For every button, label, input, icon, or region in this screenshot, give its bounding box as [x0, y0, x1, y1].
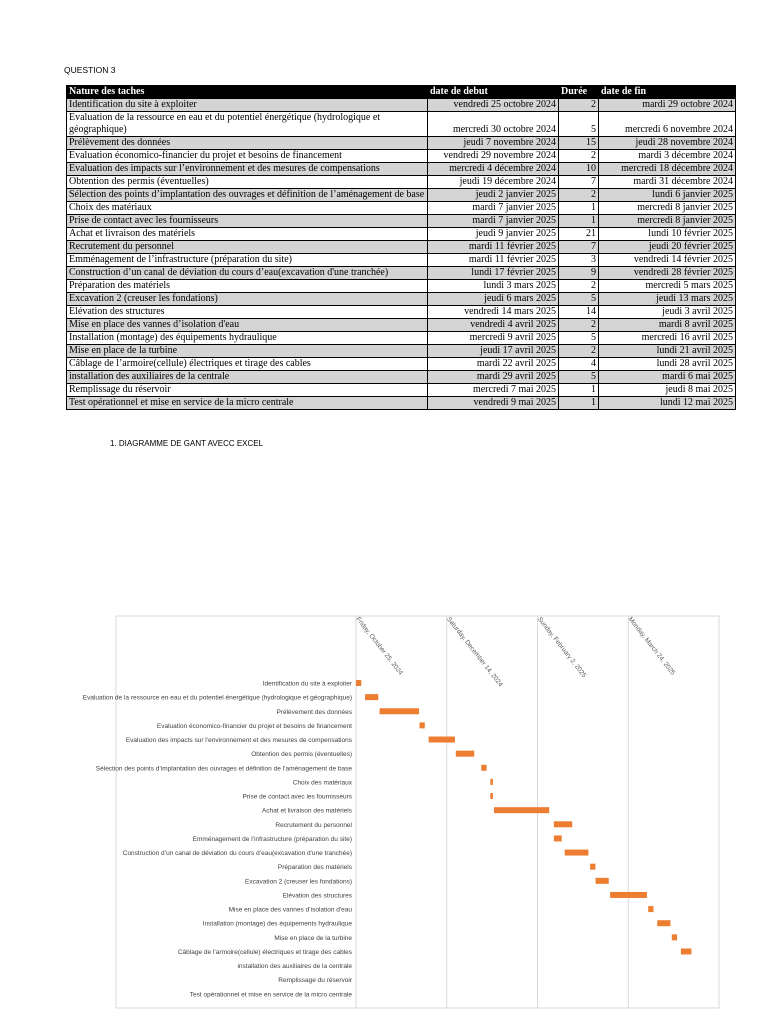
cell-task: Test opérationnel et mise en service de la micro centrale	[67, 397, 428, 410]
cell-duration: 4	[559, 358, 599, 371]
cell-start: vendredi 4 avril 2025	[428, 319, 559, 332]
cell-end: mercredi 16 avril 2025	[599, 332, 736, 345]
chart-x-tick-label: Friday, October 25, 2024	[354, 615, 404, 677]
cell-start: jeudi 7 novembre 2024	[428, 137, 559, 150]
chart-bar	[420, 722, 425, 728]
cell-end: jeudi 3 avril 2025	[599, 306, 736, 319]
chart-category-label: Construction d’un canal de déviation du cours d’eau(excavation d'une tranchée)	[122, 850, 352, 858]
cell-start: lundi 17 février 2025	[428, 267, 559, 280]
cell-task: Evaluation de la ressource en eau et du potentiel énergétique (hydrologique et géographique)	[67, 112, 428, 137]
cell-end: jeudi 28 novembre 2024	[599, 137, 736, 150]
cell-start: jeudi 6 mars 2025	[428, 293, 559, 306]
cell-end: lundi 28 avril 2025	[599, 358, 736, 371]
chart-category-label: Recrutement du personnel	[275, 821, 352, 829]
cell-task: Construction d’un canal de déviation du cours d’eau(excavation d'une tranchée)	[67, 267, 428, 280]
cell-end: mercredi 8 janvier 2025	[599, 202, 736, 215]
header-start: date de debut	[428, 86, 559, 99]
chart-bar	[356, 680, 361, 686]
cell-task: Obtention des permis (éventuelles)	[67, 176, 428, 189]
cell-end: jeudi 13 mars 2025	[599, 293, 736, 306]
chart-bar	[648, 906, 653, 912]
chart-category-label: Préparation des matériels	[277, 864, 352, 872]
cell-task: Sélection des points d’implantation des ouvrages et définition de l’aménagement de base	[67, 189, 428, 202]
cell-task: Recrutement du personnel	[67, 241, 428, 254]
chart-bar	[380, 708, 419, 714]
cell-start: jeudi 2 janvier 2025	[428, 189, 559, 202]
cell-duration: 9	[559, 267, 599, 280]
chart-x-tick-label: Monday, March 24, 2025	[626, 615, 677, 677]
chart-bar	[565, 850, 589, 856]
cell-end: lundi 21 avril 2025	[599, 345, 736, 358]
cell-task: Evaluation économico-financier du projet et besoins de financement	[67, 150, 428, 163]
chart-category-label: Evaluation des impacts sur l’environnement et des mesures de compensations	[125, 737, 352, 745]
gantt-note: 1. DIAGRAMME DE GANT AVECC EXCEL	[110, 439, 264, 448]
cell-task: installation des auxiliaires de la centrale	[67, 371, 428, 384]
cell-duration: 15	[559, 137, 599, 150]
cell-task: Choix des matériaux	[67, 202, 428, 215]
cell-end: mardi 6 mai 2025	[599, 371, 736, 384]
cell-task: Prise de contact avec les fournisseurs	[67, 215, 428, 228]
chart-category-label: Excavation 2 (creuser les fondations)	[245, 878, 352, 886]
chart-category-label: Mise en place de la turbine	[274, 934, 352, 942]
chart-bar	[610, 892, 647, 898]
chart-bar	[596, 878, 609, 884]
cell-duration: 2	[559, 280, 599, 293]
cell-end: mercredi 18 décembre 2024	[599, 163, 736, 176]
cell-duration: 2	[559, 189, 599, 202]
cell-start: mardi 7 janvier 2025	[428, 215, 559, 228]
cell-duration: 7	[559, 241, 599, 254]
cell-end: mardi 29 octobre 2024	[599, 99, 736, 112]
chart-category-label: Mise en place des vannes d’isolation d'eau	[228, 906, 352, 914]
cell-start: mercredi 4 décembre 2024	[428, 163, 559, 176]
cell-end: mardi 31 décembre 2024	[599, 176, 736, 189]
cell-duration: 3	[559, 254, 599, 267]
cell-start: vendredi 9 mai 2025	[428, 397, 559, 410]
cell-task: Mise en place des vannes d’isolation d'eau	[67, 319, 428, 332]
cell-task: Emménagement de l’infrastructure (préparation du site)	[67, 254, 428, 267]
cell-start: vendredi 14 mars 2025	[428, 306, 559, 319]
cell-task: Remplissage du réservoir	[67, 384, 428, 397]
chart-x-tick-label: Saturday, December 14, 2024	[445, 615, 504, 689]
chart-category-label: Installation (montage) des équipements hydraulique	[202, 920, 352, 928]
cell-duration: 2	[559, 345, 599, 358]
cell-task: Mise en place de la turbine	[67, 345, 428, 358]
chart-category-label: Evaluation économico-financier du projet et besoins de financement	[156, 722, 352, 730]
chart-category-label: Câblage de l’armoire(cellule) électriques et tirage des cables	[177, 948, 352, 956]
chart-bar	[490, 779, 493, 785]
cell-end: jeudi 8 mai 2025	[599, 384, 736, 397]
cell-start: mercredi 9 avril 2025	[428, 332, 559, 345]
cell-end: vendredi 28 février 2025	[599, 267, 736, 280]
cell-start: mardi 22 avril 2025	[428, 358, 559, 371]
cell-start: mercredi 7 mai 2025	[428, 384, 559, 397]
cell-start: jeudi 17 avril 2025	[428, 345, 559, 358]
chart-category-label: installation des auxiliaires de la centrale	[237, 963, 352, 971]
cell-end: mercredi 5 mars 2025	[599, 280, 736, 293]
chart-category-label: Achat et livraison des matériels	[262, 807, 352, 815]
cell-start: vendredi 29 novembre 2024	[428, 150, 559, 163]
chart-bar	[657, 920, 670, 926]
cell-start: mardi 11 février 2025	[428, 254, 559, 267]
cell-duration: 5	[559, 112, 599, 137]
question-title: QUESTION 3	[64, 65, 116, 75]
cell-end: mercredi 6 novembre 2024	[599, 112, 736, 137]
cell-start: jeudi 9 janvier 2025	[428, 228, 559, 241]
cell-duration: 7	[559, 176, 599, 189]
cell-end: vendredi 14 février 2025	[599, 254, 736, 267]
chart-bars	[356, 680, 691, 954]
cell-duration: 21	[559, 228, 599, 241]
cell-task: Préparation des matériels	[67, 280, 428, 293]
cell-duration: 1	[559, 397, 599, 410]
cell-task: Elévation des structures	[67, 306, 428, 319]
cell-duration: 1	[559, 384, 599, 397]
chart-bar	[365, 694, 378, 700]
cell-duration: 2	[559, 319, 599, 332]
cell-start: mardi 11 février 2025	[428, 241, 559, 254]
cell-end: mardi 3 décembre 2024	[599, 150, 736, 163]
cell-task: Excavation 2 (creuser les fondations)	[67, 293, 428, 306]
cell-end: jeudi 20 février 2025	[599, 241, 736, 254]
chart-bar	[490, 793, 493, 799]
cell-task: Evaluation des impacts sur l’environnement et des mesures de compensations	[67, 163, 428, 176]
header-task: Nature des taches	[67, 86, 428, 99]
chart-category-label: Emménagement de l’infrastructure (préparation du site)	[192, 835, 352, 843]
chart-bar	[481, 765, 486, 771]
chart-category-label: Prise de contact avec les fournisseurs	[242, 793, 352, 801]
cell-duration: 1	[559, 202, 599, 215]
chart-category-label: Choix des matériaux	[292, 779, 352, 787]
chart-bar	[590, 864, 595, 870]
cell-duration: 5	[559, 371, 599, 384]
cell-end: lundi 6 janvier 2025	[599, 189, 736, 202]
cell-start: lundi 3 mars 2025	[428, 280, 559, 293]
cell-start: jeudi 19 décembre 2024	[428, 176, 559, 189]
cell-duration: 5	[559, 293, 599, 306]
chart-category-label: Evaluation de la ressource en eau et du potentiel énergétique (hydrologique et géographique)	[82, 694, 352, 702]
cell-duration: 2	[559, 99, 599, 112]
cell-task: Prélèvement des données	[67, 137, 428, 150]
cell-duration: 1	[559, 215, 599, 228]
chart-category-label: Obtention des permis (éventuelles)	[251, 751, 352, 759]
header-end: date de fin	[599, 86, 736, 99]
chart-category-label: Elévation des structures	[282, 892, 352, 900]
chart-category-label: Prélèvement des données	[276, 708, 352, 716]
chart-bar	[456, 751, 474, 757]
chart-bar	[554, 821, 572, 827]
chart-category-label: Identification du site à exploiter	[262, 680, 352, 688]
chart-category-label: Sélection des points d’implantation des ouvrages et définition de l’aménagement de base	[95, 765, 352, 773]
cell-task: Achat et livraison des matériels	[67, 228, 428, 241]
cell-end: mercredi 8 janvier 2025	[599, 215, 736, 228]
cell-end: lundi 12 mai 2025	[599, 397, 736, 410]
cell-duration: 14	[559, 306, 599, 319]
cell-duration: 5	[559, 332, 599, 345]
cell-start: mardi 7 janvier 2025	[428, 202, 559, 215]
cell-duration: 2	[559, 150, 599, 163]
header-duration: Durée	[559, 86, 599, 99]
chart-bar	[494, 807, 549, 813]
chart-bar	[554, 835, 562, 841]
chart-bar	[429, 737, 455, 743]
chart-category-label: Remplissage du réservoir	[278, 977, 352, 985]
cell-duration: 10	[559, 163, 599, 176]
chart-bar	[672, 934, 677, 940]
cell-start: mercredi 30 octobre 2024	[428, 112, 559, 137]
cell-task: Câblage de l’armoire(cellule) électriques et tirage des cables	[67, 358, 428, 371]
chart-category-labels	[83, 681, 353, 999]
cell-end: mardi 8 avril 2025	[599, 319, 736, 332]
cell-task: Identification du site à exploiter	[67, 99, 428, 112]
chart-bar	[681, 948, 692, 954]
cell-start: vendredi 25 octobre 2024	[428, 99, 559, 112]
cell-task: Installation (montage) des équipements hydraulique	[67, 332, 428, 345]
cell-start: mardi 29 avril 2025	[428, 371, 559, 384]
chart-x-tick-label: Sunday, February 2, 2025	[535, 615, 588, 680]
chart-category-label: Test opérationnel et mise en service de la micro centrale	[189, 991, 352, 999]
cell-end: lundi 10 février 2025	[599, 228, 736, 241]
